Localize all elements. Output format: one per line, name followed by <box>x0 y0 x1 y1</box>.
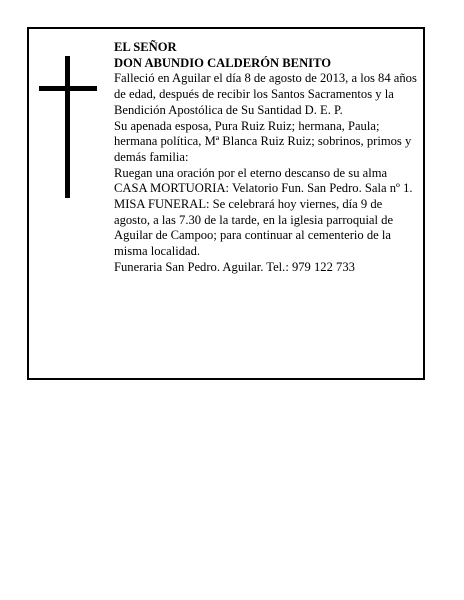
obituary-text <box>114 40 419 276</box>
deceased-title: EL SEÑOR <box>114 40 177 54</box>
funeral-home-paragraph: CASA MORTUORIA: Velatorio Fun. San Pedro. Sala nº 1. <box>114 181 413 196</box>
funeral-contact-paragraph: Funeraria San Pedro. Aguilar. Tel.: 979 122 733 <box>114 259 355 274</box>
obituary-notice-frame <box>27 27 425 380</box>
deceased-name: DON ABUNDIO CALDERÓN BENITO <box>114 55 332 70</box>
prayer-request-paragraph: Ruegan una oración por el eterno descanso de su alma <box>114 165 388 180</box>
cross-vertical-bar <box>65 56 70 198</box>
family-paragraph: Su apenada esposa, Pura Ruiz Ruiz; hermana, Paula; hermana política, Mª Blanca Ruiz Ruiz; sobrinos, primos y demás familia: <box>114 118 412 164</box>
cross-icon <box>39 56 97 198</box>
cross-horizontal-bar <box>39 86 97 91</box>
death-details-paragraph: Falleció en Aguilar el día 8 de agosto de 2013, a los 84 años de edad, después de recibir los Santos Sacramentos y la Bendición Apostólica de Su Santidad D. E. P. <box>114 71 417 117</box>
funeral-mass-paragraph: MISA FUNERAL: Se celebrará hoy viernes, día 9 de agosto, a las 7.30 de la tarde, en la iglesia parroquial de Aguilar de Campoo; para continuar al cementerio de la misma localidad. <box>114 197 394 259</box>
